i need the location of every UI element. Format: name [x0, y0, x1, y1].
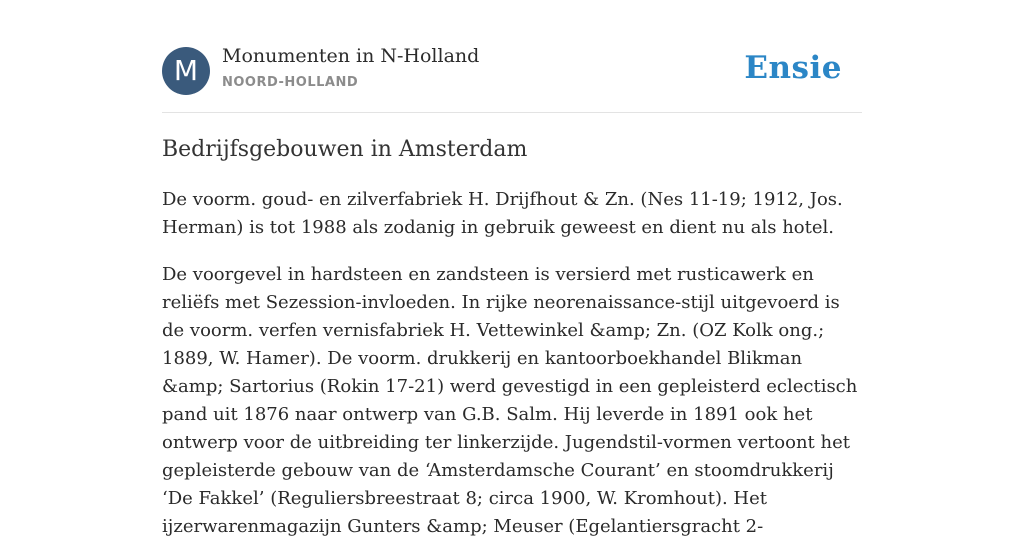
article-title: Bedrijfsgebouwen in Amsterdam [162, 137, 528, 162]
article-paragraph: De voorm. goud- en zilverfabriek H. Drijfhout & Zn. (Nes 11-19; 1912, Jos. Herman) is tot 1988 als zodanig in gebruik geweest en dient nu als hotel. [162, 189, 843, 238]
header [162, 0, 862, 113]
article-paragraph: De voorgevel in hardsteen en zandsteen is versierd met rusticawerk en reliëfs met Sezession-invloeden. In rijke neorenaissance-stijl uitgevoerd is de voorm. verfen vernisfabriek H. Vettewinkel &amp; Zn. (OZ Kolk ong.; 1889, W. Hamer). De voorm. drukkerij en kantoorboekhandel Blikman &amp; Sartorius (Rokin 17-21) werd gevestigd in een gepleisterd eclectisch pand uit 1876 naar ontwerp van G.B. Salm. Hij leverde in 1891 ook het ontwerp voor de uitbreiding ter linkerzijde. Jugendstil-vormen vertoont het gepleisterde gebouw van de ‘Amsterdamsche Courant’ en stoomdrukkerij ‘De Fakkel’ (Reguliersbreestraat 8; circa 1900, W. Kromhout). Het ijzerwarenmagazijn Gunters &amp; Meuser (Egelantiersgracht 2- [162, 264, 858, 537]
ensie-logo[interactable]: Ensie [744, 50, 842, 86]
source-subtitle[interactable]: NOORD-HOLLAND [222, 75, 359, 90]
page-container [162, 0, 862, 541]
avatar[interactable]: M [162, 47, 210, 95]
source-title[interactable]: Monumenten in N-Holland [222, 45, 480, 67]
